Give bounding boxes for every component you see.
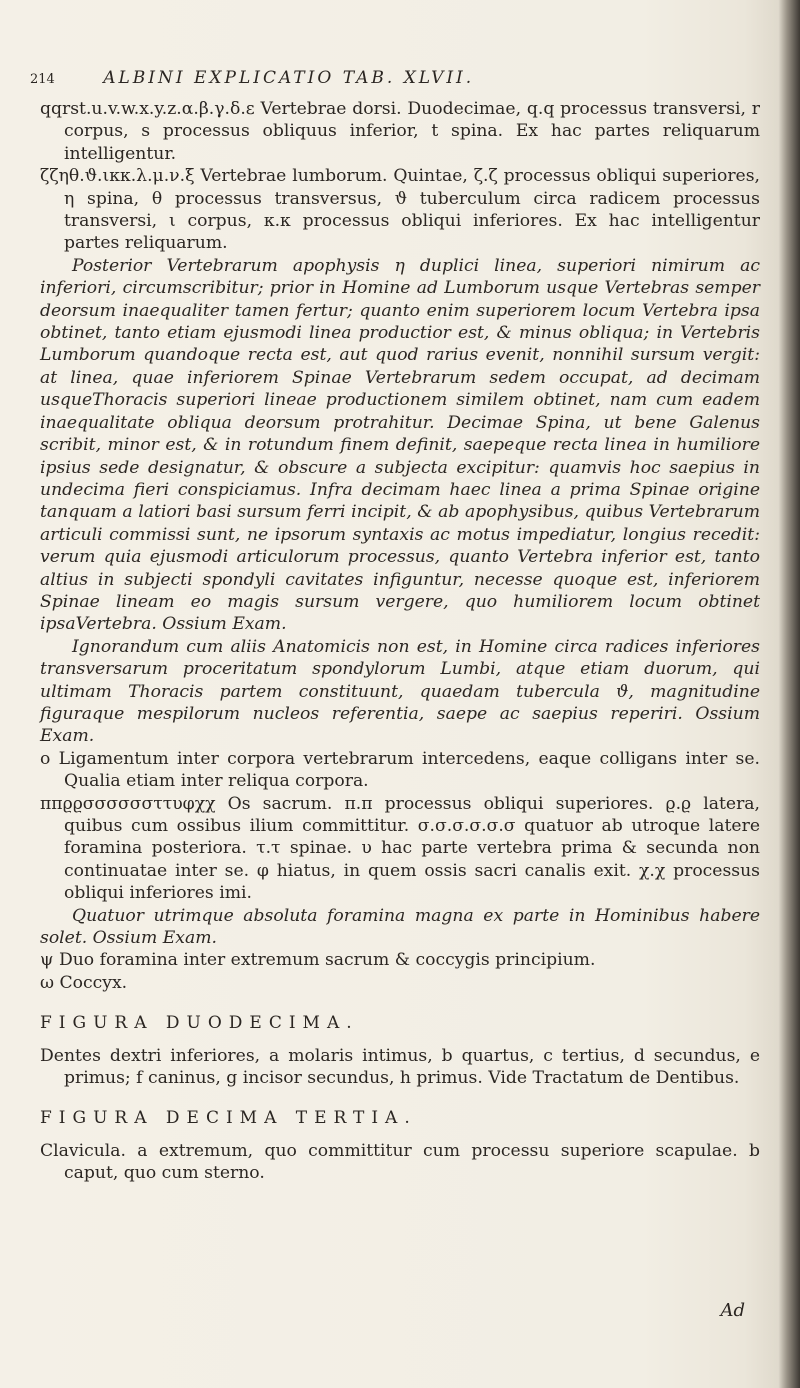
paragraph-posterior-apophysis: Posterior Vertebrarum apophysis η duplici linea, superiori nimirum ac inferiori, circumscribitur; prior in Homine ad Lumborum usque Vertebras semper deorsum inaequaliter tamen fertur; quanto enim superiorem locum Vertebra ipsa obtinet, tanto etiam ejusmodi linea productior est, & minus obliqua; in Vertebris Lumborum quandoque recta est, aut quod rarius evenit, nonnihil sursum vergit: at linea, quae inferiorem Spinae Vertebrarum sedem occupat, ad decimam usqueThoracis superiori lineae productionem similem obtinet, nam cum eadem inaequalitate obliqua deorsum protrahitur. Decimae Spina, ut bene Galenus scribit, minor est, & in rotundum finem definit, saepeque recta linea in humiliore ipsius sede designatur, & obscure a subjecta excipitur: quamvis hoc saepius in undecima fieri conspiciamus. Infra decimam haec linea a prima Spinae origine tanquam a latiori basi sursum ferri incipit, & ab apophysibus, quibus Vertebrarum articuli commissi sunt, ne ipsorum syntaxis ac motus impediatur, longius recedit: verum quia ejusmodi articulorum processus, quanto Vertebra inferior est, tanto altius in subjecti spondyli cavitates infiguntur, necesse quoque est, inferiorem Spinae lineam eo magis sursum vergere, quo humiliorem locum obtinet ipsaVertebra. Ossium Exam. [40, 255, 760, 635]
page-number: 214 [30, 72, 55, 87]
paragraph-quatuor-foramina: Quatuor utrimque absoluta foramina magna ex parte in Hominibus habere solet. Ossium Exam. [40, 905, 760, 949]
book-spine [778, 0, 800, 1388]
paragraph-duo-foramina: ψ Duo foramina inter extremum sacrum & coccygis principium. [40, 950, 596, 971]
catchword: Ad [720, 1300, 745, 1321]
paragraph-os-sacrum: ππϱϱσσσσσσττυφχχ Os sacrum. π.π processus obliqui superiores. ϱ.ϱ latera, quibus cum ossibus ilium committitur. σ.σ.σ.σ.σ.σ quatuor ab utroque latere foramina posteriora. τ.τ spinae. υ hac parte vertebra prima & secunda non continuatae inter se. φ hiatus, in quem ossis sacri canalis exit. χ.χ processus obliqui inferiores imi. [40, 793, 760, 904]
figure-thirteen-heading: FIGURA DECIMA TERTIA. [40, 1108, 417, 1129]
paragraph-coccyx: ω Coccyx. [40, 972, 128, 993]
running-header [30, 68, 750, 88]
running-title: ALBINI EXPLICATIO TAB. XLVII. [103, 68, 475, 88]
figure-twelve-heading: FIGURA DUODECIMA. [40, 1013, 359, 1034]
paragraph-dorsal-vertebrae: qqrst.u.v.w.x.y.z.α.β.γ.δ.ε Vertebrae dorsi. Duodecimae, q.q processus transversi, r corpus, s processus obliquus inferior, t spina. Ex hac partes reliquarum intelligentur. [40, 99, 760, 164]
paragraph-dentes: Dentes dextri inferiores, a molaris intimus, b quartus, c tertius, d secundus, e primus; f caninus, g incisor secundus, h primus. Vide Tractatum de Dentibus. [40, 1045, 760, 1089]
paragraph-lumbar-vertebrae: ζζηθ.ϑ.ικκ.λ.μ.ν.ξ Vertebrae lumborum. Quintae, ζ.ζ processus obliqui superiores, η spina, θ processus transversus, ϑ tuberculum circa radicem processus transversi, ι corpus, κ.κ processus obliqui inferiores. Ex hac intelligentur partes reliquarum. [40, 166, 760, 254]
body-text [40, 98, 760, 1185]
paragraph-tubercula: Ignorandum cum aliis Anatomicis non est, in Homine circa radices inferiores transversarum proceritatum spondylorum Lumbi, atque etiam duorum, qui ultimam Thoracis partem constituunt, quaedam tubercula ϑ, magnitudine figuraque mespilorum nucleos referentia, saepe ac saepius reperiri. Ossium Exam. [40, 636, 760, 747]
paragraph-ligamentum: o Ligamentum inter corpora vertebrarum intercedens, eaque colligans inter se. Qualia etiam inter reliqua corpora. [40, 748, 760, 792]
paragraph-clavicula: Clavicula. a extremum, quo committitur cum processu superiore scapulae. b caput, quo cum sterno. [40, 1140, 760, 1184]
